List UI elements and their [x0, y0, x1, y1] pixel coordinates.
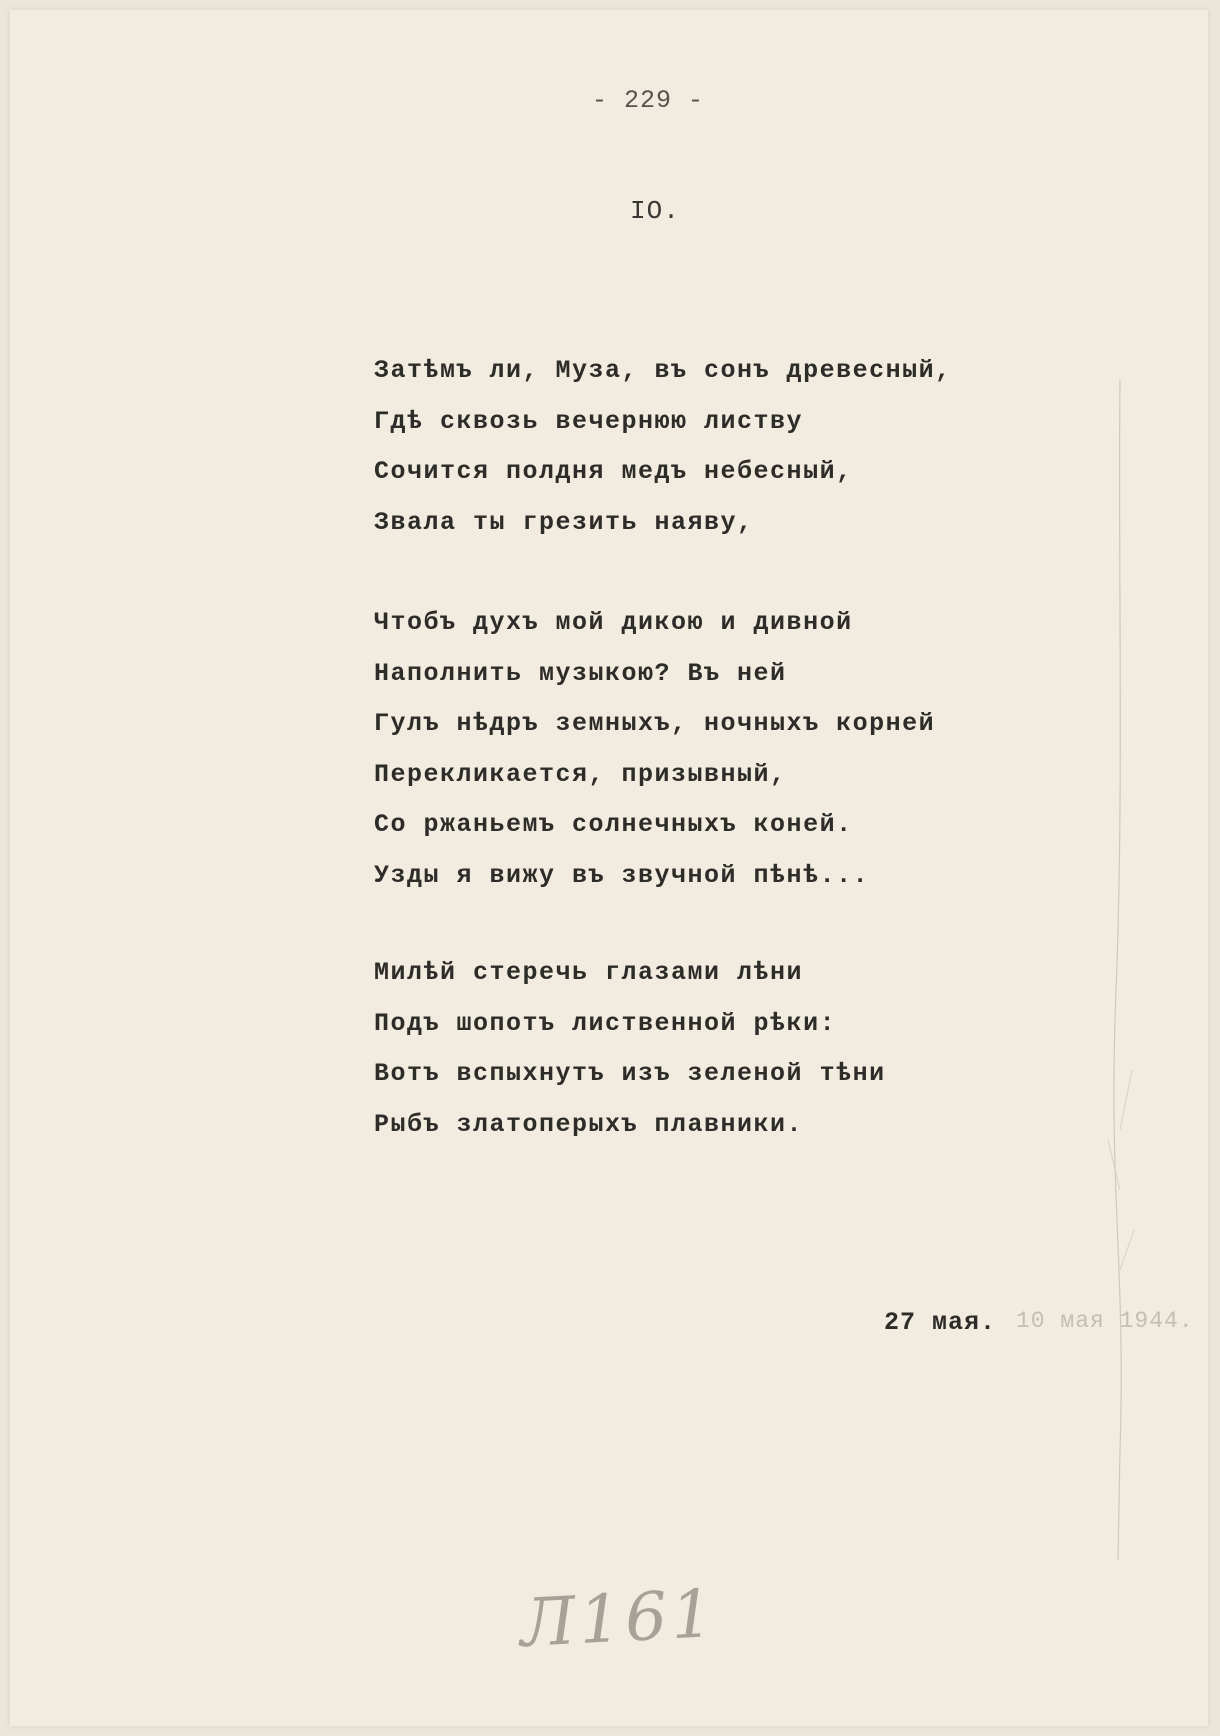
poem-line: Со ржаньемъ солнечныхъ коней. — [374, 810, 853, 839]
poem-line: Подъ шопотъ лиственной рѣки: — [374, 1008, 837, 1038]
poem-line: Затѣмъ ли, Муза, въ сонъ древесный, — [374, 356, 952, 385]
poem-line: Сочится полдня медъ небесный, — [374, 457, 853, 486]
poem-line: Вотъ вспыхнутъ изъ зеленой тѣни — [374, 1059, 886, 1088]
stanza-1 — [374, 346, 952, 548]
poem-line: Милѣй стеречь глазами лѣни — [374, 958, 804, 987]
poem-line: Звала ты грезить наяву, — [374, 507, 754, 537]
archive-pencil-mark: Л161 — [518, 1574, 719, 1663]
poem-date: 27 мая. — [884, 1308, 997, 1337]
poem-line: Чтобъ духъ мой дикою и дивной — [374, 608, 853, 637]
poem-line: Наполнить музыкою? Въ ней — [374, 658, 787, 688]
poem-line: Перекликается, призывный, — [374, 759, 787, 789]
poem-line: Гулъ нѣдръ земныхъ, ночныхъ корней — [374, 709, 936, 738]
poem-line: Рыбъ златоперыхъ плавники. — [374, 1109, 804, 1139]
faded-stamp-date: 10 мая 1944. — [1016, 1308, 1194, 1334]
poem-line: Гдѣ сквозь вечернюю листву — [374, 406, 804, 436]
stanza-2 — [374, 598, 935, 901]
stanza-3 — [374, 948, 886, 1150]
page-number: - 229 - — [592, 86, 705, 115]
poem-line: Узды я вижу въ звучной пѣнѣ... — [374, 860, 870, 890]
manuscript-page — [10, 10, 1208, 1726]
poem-number: IO. — [630, 196, 680, 226]
pencil-stroke-decoration — [1090, 370, 1150, 1570]
